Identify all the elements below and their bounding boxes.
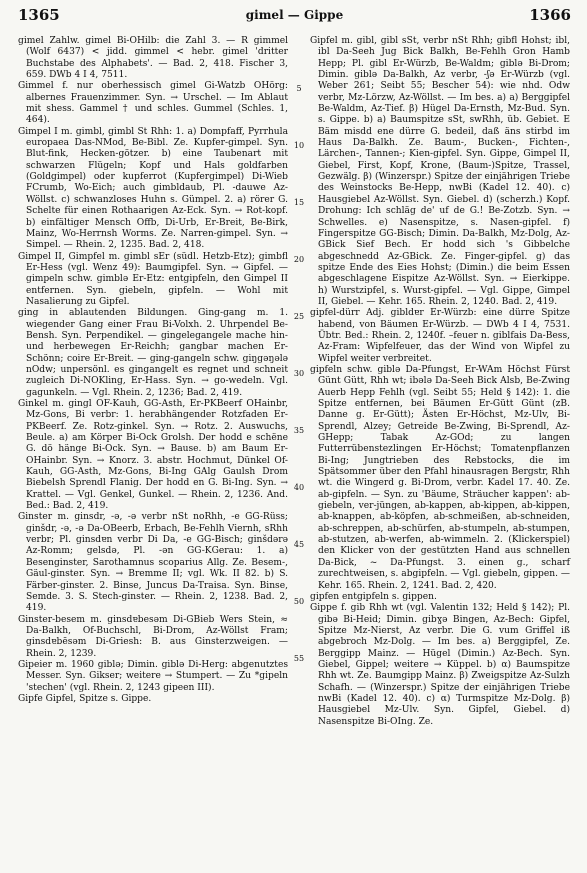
dictionary-entry: Ginster m. ginsdr, -ə, -ə verbr nSt noRhh, -e GG-Rüss; ginšdr, -ə, -ə Da-OBeerb, Erbach, Be-Fehlh Viernh, sRhh verbr; Pl. ginsdɐn verbr Di Da, -e GG-Bisch; ginšdərə Az-Romm; gelsdə, Pl. -ən GG-KGerau: 1. a) Besenginster, Sarothamnus scoparius Allg. Ze. Besem-, Gäul-ginster. Syn. → Bremme II; vgl. Wk. II 82. b) S. Färber-ginster. 2. Binse, Juncus Da-Traisa. Syn. Binse, Semde. 3. S. Stech-ginster. — Rhein. 2, 1238. Bad. 2, 419. [18, 512, 288, 614]
dictionary-entry: Gimpel II, Gimpfel m. gimbl sEr (südl. Hetzb-Etz); gimbfl Er-Hess (vgl. Wenz 49): Baumgipfel. Syn. → Gipfel. — gimpeln schw. gimblə Er-Etz: entgipfeln, den Gimpel II entfernen. Syn. giebeln, gipfeln. — Wohl mit Nasalierung zu Gipfel. [18, 251, 288, 307]
line-number: 5 [296, 84, 302, 93]
dictionary-entry: Ginster-besem m. ginsdɐbesəm Di-GBieb Wers Stein, ≈ Da-Balkh, Of-Buchschl, Bi-Drom, Az-Wöllst Fram; ginsdɐbēsəm Di-Griesh: B. aus Ginsterzweigen. — Rhein. 2, 1239. [18, 614, 288, 659]
dictionary-entry: Gimpel I m. gimbl, gimbl St Rhh: 1. a) Dompfaff, Pyrrhula europaea Das-NMod, Be-Bibl. Ze. Kupfer-gimpel. Syn. Blut-fink, Hecken-götzer. b) eine Taubenart mit schwarzen Flügeln; Kopf und Hals goldfarben (Goldgimpel) oder kupferrot (Kupfergimpel) Di-Wieb FCrumb, Wo-Eich; auch gimbldaub, Pl. -dauwe Az-Wöllst. c) schwanzloses Huhn s. Gümpel. 2. a) rörer G. Schelte für einen Rothaarigen Az-Eck. Syn. → Rot-kopf. b) einfältiger Mensch Offb, Di-Urb, Er-Breit, Be-Birk, Mainz, Wo-Herrnsh Worms. Ze. Narren-gimpel. Syn. → Simpel. — Rhein. 2, 1235. Bad. 2, 418. [18, 126, 288, 251]
dictionary-entry: Gipfe Gipfel, Spitze s. Gippe. [18, 693, 152, 704]
dictionary-entry: Gipeier m. 1960 giblə; Dimin. giblə Di-Herg: abgenutztes Messer. Syn. Gikser; weitere → Stumpert. — Zu *gipeln 'stechen' (vgl. Rhein. 2, 1243 gipeen III). [18, 659, 288, 693]
dictionary-entry: Ginkel m. gingl OF-Kauh, GG-Asth, Er-PKBeerf OHainbr, Mz-Gons, Bi verbr: 1. herabhängender Rotzfaden Er-PKBeerf. Ze. Rotz-ginkel. Syn. → Rotz. 2. Auswuchs, Beule. a) am Körper Bi-Ock Grolsh. Der hodd e schëne G. dö hänge Bi-Ock. Syn. → Bause. b) am Baum Er-OHainbr. Syn. → Knorz. 3. abstr. Hochmut, Dünkel Of-Kauh, GG-Asth, Mz-Gons, Bi-Ing GAlg Gaulsh Drom Biebelsh Sprendl Flanig. Der hodd en G. Bi-Ing. Syn. → Krattel. — Vgl. Genkel, Gunkel. — Rhein. 2, 1236. And. Bed.: Bad. 2, 419. [18, 399, 288, 512]
line-number: 15 [293, 198, 305, 207]
line-number: 35 [293, 426, 305, 435]
running-title: gimel — Gippe [245, 8, 344, 22]
dictionary-entry: gipfen entgipfeln s. gippen. [310, 591, 437, 602]
line-number: 30 [293, 369, 305, 378]
page-number-right: 1366 [529, 6, 571, 24]
left-column [18, 36, 288, 705]
dictionary-entry: gipfeln schw. giblə Da-Pfungst, Er-WAm Höchst Fürst Günt Gütt, Rhh wt; ibələ Da-Seeh Bick Alsb, Be-Zwing Auerb Hepp Fehlh (vgl. Seibt 55; Held § 142): 1. die Spitze entfernen, bei Bäumen Er-Gütt Günt (zB. Danne g. Er-Gütt); Ästen Er-Höchst, Mz-Ulv, Bi-Sprendl, Alzey; Getreide Be-Zwing, Bi-Sprendl, Az-GHepp; Tabak Az-GOd; zu langen Futterrübenstezlingen Er-Höchst; Tomatenpflanzen Bi-Ing; Jungtrieben des Rebstocks, die im Spätsommer über den Pfahl hinausragen Bergstr, Rhh wt. die Wingerd g. Bi-Drom, verbr. Kadel 17. 40. Ze. ab-gipfeln. — Syn. zu 'Bäume, Sträucher kappen': ab-giebeln, ver-jüngen, ab-kappen, ab-kippen, ab-kippen, ab-knappen, ab-köpfen, ab-schmeißen, ab-schneiden, ab-schreppen, ab-schürfen, ab-stumpeln, ab-stumpen, ab-stutzen, ab-werfen, ab-wimmeln. 2. (Klickerspiel) den Klicker von der gestützten Hand aus schnellen Da-Bick, ~ Da-Pfungst. 3. einen g., scharf zurechtweisen, s. abgipfeln. — Vgl. giebeln, gippen. — Kehr. 165. Rhein. 2, 1241. Bad. 2, 420. [310, 364, 570, 591]
page-header [18, 6, 571, 28]
dictionary-entry: Gippe f. gib Rhh wt (vgl. Valentin 132; Held § 142); Pl. gibə Bi-Heid; Dimin. gibɣə Bingen, Az-Bech: Gipfel, Spitze Mz-Nierst, Az verbr. Die G. vum Griffel iß abgebroch Mz-Dolg. — Im bes. a) Berggipfel, Ze. Berggipp Mainz. — Hügel (Dimin.) Az-Bech. Syn. Giebel, Gippel; weitere → Küppel. b) α) Baumspitze Rhh wt. Ze. Baumgipp Mainz. β) Zweigspitze Az-Sulzh Schafh. — (Winzerspr.) Spitze der einjährigen Triebe nwBi (Kadel 12. 40). c) α) Turmspitze Mz-Dolg. β) Hausgiebel Mz-Ulv. Syn. Gipfel, Giebel. d) Nasenspitze Bi-OIng. Ze. [310, 603, 570, 727]
line-number: 50 [293, 597, 305, 606]
page-number-left: 1365 [18, 6, 60, 24]
line-number: 55 [293, 654, 305, 663]
line-number: 40 [293, 483, 305, 492]
dictionary-entry: Gipfel m. gibl, gibl sSt, verbr nSt Rhh; gibfl Hohst; ibl, ibl Da-Seeh Jug Bick Balkh, Be-Fehlh Gron Hamb Hepp; Pl. gibl Er-Würzb, Be-Waldm; giblə Bi-Drom; Dimin. giblə Da-Balkh, Az verbr, -ʃə Er-Würzb (vgl. Weber 261; Seibt 55; Bescher 54): wie nhd. Odw verbr, Mz-Lörzw, Az-Wöllst. — Im bes. a) a) Berggipfel Be-Waldm, Az-Tief. β) Hügel Da-Ernsth, Mz-Bud. Syn. s. Gippe. b) a) Baumspitze sSt, swRhh, üb. Gebiet. E Bäm misdd ene dürre G. bedeil, daß äns stirbd im Haus Da-Balkh. Ze. Baum-, Bucken-, Fichten-, Lärchen-, Tannen-; Kien-gipfel. Syn. Gippe, Gimpel II, Giebel, First, Kopf, Krone, (Baum-)Spitze, Trassel, Gezwälg. β) (Winzerspr.) Spitze der einjährigen Triebe des Weinstocks Be-Hepp, nwBi (Kadel 12. 40). c) Hausgiebel Az-Wöllst. Syn. Giebel. d) (scherzh.) Kopf. Drohung: Ich schläg de' uf de G.! Be-Zotzb. Syn. → Schwelles. e) Nasenspitze, s. Nasen-gipfel. f) Fingerspitze GG-Bisch; Dimin. Da-Balkh, Mz-Dolg, Az-GBick Sief Bech. Er hodd sich 's Gibbelche abgeschnedd Az-GBick. Ze. Finger-gipfel. g) das spitze Ende des Eies Hohst; (Dimin.) die beim Essen abgeschlagene Eispitze Az-Wöllst. Syn. → Eierkippe. h) Wurstzipfel, s. Wurst-gipfel. — Vgl. Gippe, Gimpel II, Giebel. — Kehr. 165. Rhein. 2, 1240. Bad. 2, 419. [310, 36, 570, 307]
line-number: 45 [293, 540, 305, 549]
right-column [310, 36, 570, 728]
line-number: 10 [293, 141, 305, 150]
dictionary-entry: gipfel-dürr Adj. gibldɐr Er-Würzb: eine dürre Spitze habend, von Bäumen Er-Würzb. — DWb 4 I 4, 7531. Übtr. Bed.: Rhein. 2, 1240f. –feuer n. giblfais Da-Bess, Az-Fram: Wipfelfeuer, das der Wind von Wipfel zu Wipfel weiter verbreitet. [310, 308, 570, 364]
dictionary-entry: Gimmel f. nur oberhessisch gimel Gi-Watzb OHörg: albernes Frauenzimmer. Syn. → Urschel. — Im Ablaut mit shess. Gammel † und schles. Gummel (Schles. 1, 464). [18, 81, 288, 126]
line-number: 20 [293, 255, 305, 264]
dictionary-entry: gimel Zahlw. gimel Bi-OHilb: die Zahl 3. — R gimmel (Wolf 6437) < jidd. gimmel < hebr. gimel 'dritter Buchstabe des Alphabets'. — Bad. 2, 418. Fischer 3, 659. DWb 4 I 4, 7511. [18, 36, 288, 81]
dictionary-entry: ging in ablautenden Bildungen. Ging-gang m. 1. wiegender Gang einer Frau Bi-Volxh. 2. Uhrpendel Be-Bensh. Syn. Perpendikel. — gingelegangele mache hin- und herbewegen Er-Reichh; gangbar machen Er-Schönn; coire Er-Breit. — ging-gangeln schw. giŋgəŋələ nOdw; unpersönl. es gingangelt es regnet und schneit zugleich Di-NOKling, Er-Hass. Syn. → go-wedeln. Vgl. gagunkeln. — Vgl. Rhein. 2, 1236; Bad. 2, 419. [18, 308, 288, 398]
line-number: 25 [293, 312, 305, 321]
